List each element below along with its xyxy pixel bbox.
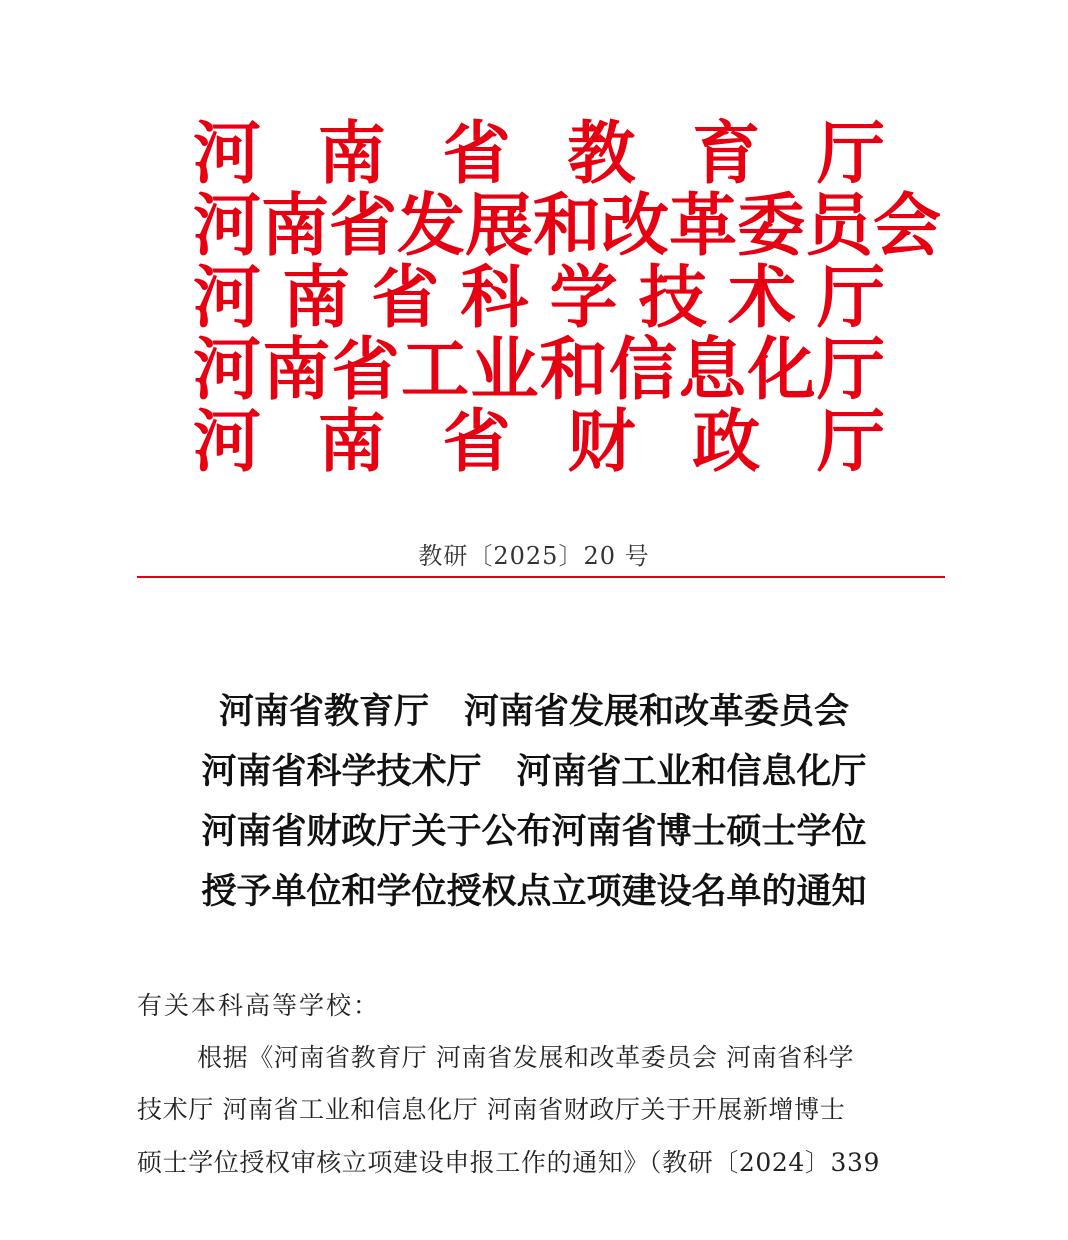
- letterhead-line-3: [193, 258, 885, 338]
- letterhead-char: 河: [193, 258, 262, 338]
- letterhead-char: 南: [282, 258, 351, 338]
- letterhead-char: 委: [737, 186, 806, 266]
- letterhead-char: 育: [692, 114, 761, 194]
- letterhead-line-5: [193, 402, 885, 482]
- letterhead-char: 教: [567, 114, 636, 194]
- letterhead-char: 改: [601, 186, 670, 266]
- letterhead-char: 展: [465, 186, 534, 266]
- title-line-1: 河南省教育厅 河南省发展和改革委员会: [218, 692, 849, 732]
- letterhead-char: 员: [805, 186, 874, 266]
- letterhead-char: 河: [193, 402, 262, 482]
- letterhead-char: 河: [193, 114, 262, 194]
- body-paragraph-line-3: 硕士学位授权审核立项建设申报工作的通知》（教研〔2024〕339: [137, 1148, 881, 1177]
- letterhead-char: 省: [329, 186, 398, 266]
- title-line-2: 河南省科学技术厅 河南省工业和信息化厅: [201, 752, 867, 792]
- letterhead-char: 和: [539, 330, 608, 410]
- letterhead-line-2: [193, 186, 942, 266]
- letterhead-char: 技: [638, 258, 707, 338]
- letterhead-char: 厅: [816, 402, 885, 482]
- letterhead-char: 省: [442, 402, 511, 482]
- letterhead-char: 南: [261, 186, 330, 266]
- letterhead-char: 南: [317, 402, 386, 482]
- body-paragraph-line-2: 技术厅 河南省工业和信息化厅 河南省财政厅关于开展新增博士: [137, 1095, 846, 1124]
- letterhead-line-4: [193, 330, 885, 410]
- letterhead-char: 省: [442, 114, 511, 194]
- letterhead-char: 业: [470, 330, 539, 410]
- letterhead-char: 省: [331, 330, 400, 410]
- letterhead-char: 财: [567, 402, 636, 482]
- title-line-4: 授予单位和学位授权点立项建设名单的通知: [201, 872, 867, 912]
- letterhead: [193, 114, 942, 482]
- letterhead-char: 河: [193, 330, 262, 410]
- letterhead-char: 会: [873, 186, 942, 266]
- letterhead-char: 厅: [816, 258, 885, 338]
- red-separator-line: [137, 576, 945, 578]
- document-title: [0, 682, 1068, 922]
- letterhead-char: 科: [460, 258, 529, 338]
- letterhead-char: 省: [371, 258, 440, 338]
- document-number: 教研〔2025〕20 号: [418, 542, 650, 570]
- letterhead-char: 学: [549, 258, 618, 338]
- letterhead-char: 信: [608, 330, 677, 410]
- letterhead-char: 术: [727, 258, 796, 338]
- letterhead-char: 厅: [816, 330, 885, 410]
- letterhead-char: 政: [692, 402, 761, 482]
- letterhead-line-1: [193, 114, 885, 194]
- letterhead-char: 工: [400, 330, 469, 410]
- letterhead-char: 革: [669, 186, 738, 266]
- letterhead-char: 河: [193, 186, 262, 266]
- letterhead-char: 南: [317, 114, 386, 194]
- title-line-3: 河南省财政厅关于公布河南省博士硕士学位: [201, 812, 867, 852]
- letterhead-char: 化: [747, 330, 816, 410]
- letterhead-char: 发: [397, 186, 466, 266]
- body-paragraph-line-1: 根据《河南省教育厅 河南省发展和改革委员会 河南省科学: [197, 1043, 855, 1072]
- letterhead-char: 南: [262, 330, 331, 410]
- letterhead-char: 和: [533, 186, 602, 266]
- letterhead-char: 息: [678, 330, 747, 410]
- letterhead-char: 厅: [816, 114, 885, 194]
- salutation: 有关本科高等学校：: [137, 991, 381, 1020]
